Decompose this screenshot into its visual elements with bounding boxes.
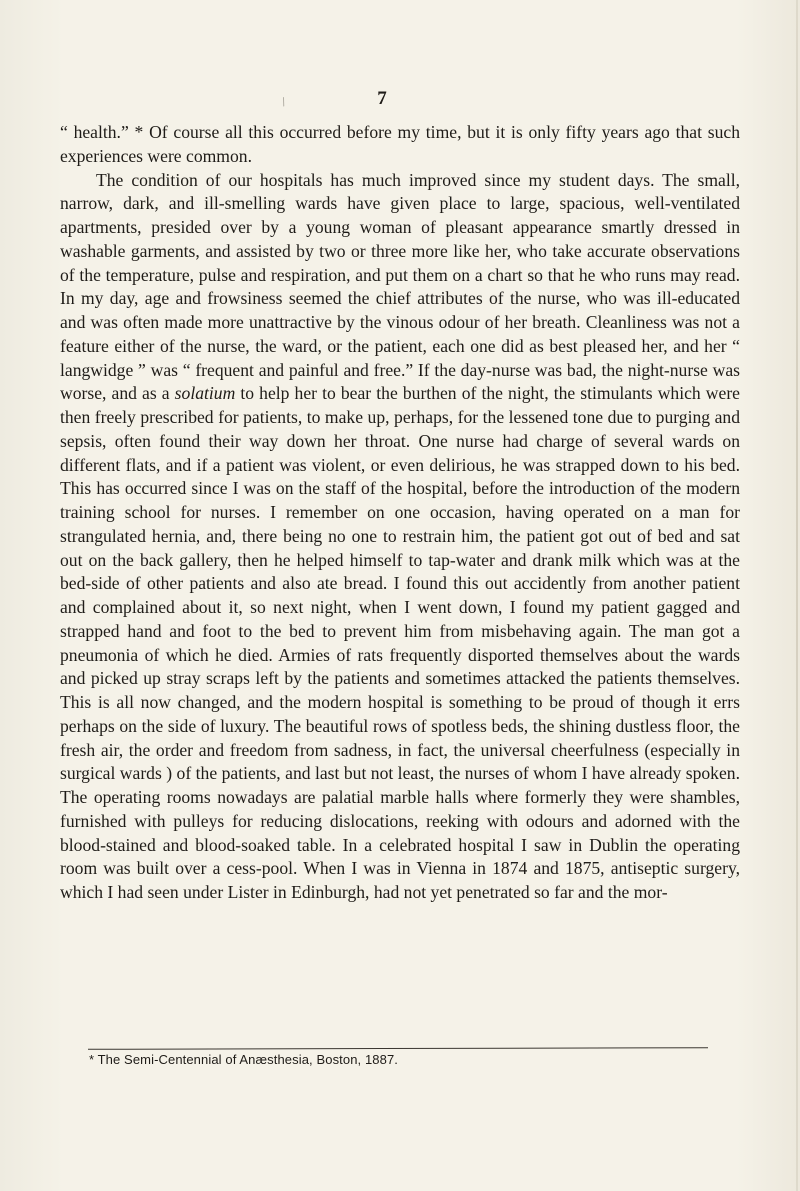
- footnote: * The Semi-Centennial of Anæsthesia, Boston, 1887.: [89, 1052, 399, 1067]
- footnote-rule: [88, 1047, 708, 1050]
- paragraph-2-part-1: The condition of our hospitals has much improved since my student days. The small, narrow, dark, and ill-smelling wards have given place to large, spacious, well-ventilated apartments, presided over by a young woman of pleasant appearance smartly dressed in washable garments, and assisted by two or three more like her, who take accurate observations of the temperature, pulse and respiration, and put them on a chart so that he who runs may read. In my day, age and frowsiness seemed the chief attributes of the nurse, who was ill-educated and was often made more unattractive by the vinous odour of her breath. Cleanliness was not a feature either of the nurse, the ward, or the patient, each one did as best pleased her, and her “ langwidge ” was “ frequent and painful and free.” If the day-nurse was bad, the night-nurse was worse, and as a: [60, 169, 740, 404]
- latin-term: solatium: [174, 383, 236, 404]
- body-text: [60, 121, 740, 905]
- paragraph-2: [60, 169, 740, 905]
- pencil-mark: /: [279, 93, 288, 110]
- page-number: 7: [377, 88, 387, 109]
- paragraph-2-part-2: to help her to bear the burthen of the night, the stimulants which were then freely prescribed for patients, to make up, perhaps, for the lessened tone due to purging and sepsis, often found their way down her throat. One nurse had charge of several wards on different flats, and if a patient was violent, or even delirious, he was strapped down to his bed. This has occurred since I was on the staff of the hospital, before the introduction of the modern training school for nurses. I remember on one occasion, having operated on a man for strangulated hernia, and, there being no one to restrain him, the patient got out of bed and sat out on the back gallery, then he helped himself to tap-water and drank milk which was at the bed-side of other patients and also ate bread. I found this out accidently from another patient and complained about it, so next night, when I went down, I found my patient gagged and strapped hand and foot to the bed to prevent him from misbehaving again. The man got a pneumonia of which he died. Armies of rats frequently disported themselves about the wards and picked up stray scraps left by the patients and sometimes attacked the patients themselves. This is all now changed, and the modern hospital is something to be proud of though it errs perhaps on the side of luxury. The beautiful rows of spotless beds, the shining dustless floor, the fresh air, the order and freedom from sadness, in fact, the universal cheerfulness (especially in surgical wards ) of the patients, and last but not least, the nurses of whom I have already spoken. The operating rooms nowadays are palatial marble halls where formerly they were shambles, furnished with pulleys for reducing dislocations, reeking with odours and adorned with the blood-stained and blood-soaked table. In a celebrated hospital I saw in Dublin the operating room was built over a cess-pool. When I was in Vienna in 1874 and 1875, antiseptic surgery, which I had seen under Lister in Edinburgh, had not yet penetrated so far and the mor-: [60, 383, 740, 902]
- paragraph-1: “ health.” * Of course all this occurred before my time, but it is only fifty years ago that such experiences were common.: [60, 122, 740, 166]
- page-edge-shadow: [796, 0, 798, 1191]
